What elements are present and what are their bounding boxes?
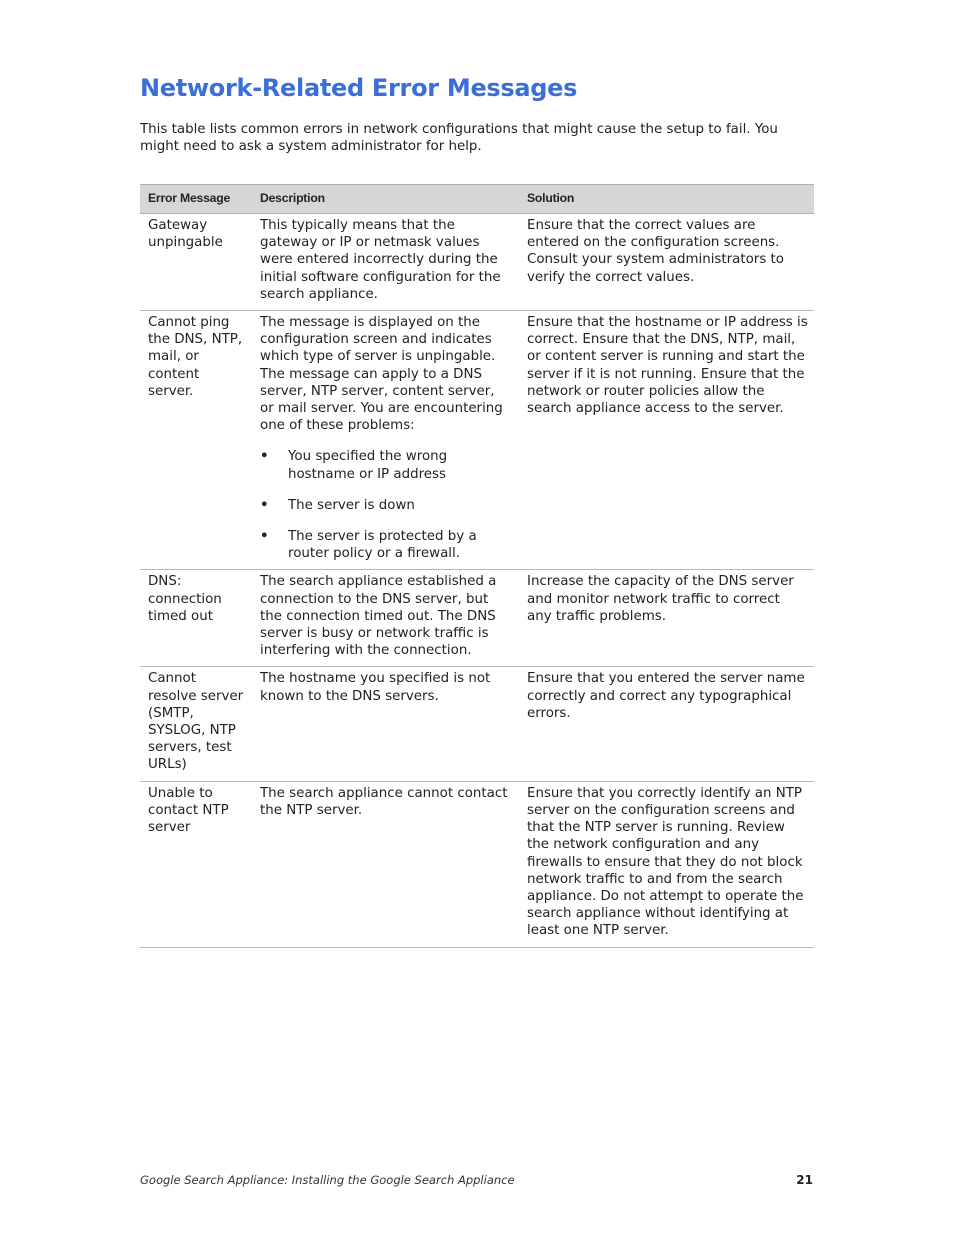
table-row bbox=[140, 214, 814, 311]
cell-error-message: DNS: connection timed out bbox=[140, 570, 252, 667]
problem-list bbox=[260, 448, 511, 562]
cell-error-message: Cannot ping the DNS, NTP, mail, or content server. bbox=[140, 311, 252, 570]
cell-error-message: Unable to contact NTP server bbox=[140, 781, 252, 947]
cell-solution: Ensure that you entered the server name correctly and correct any typographical errors. bbox=[519, 667, 814, 781]
list-item-text: The server is down bbox=[288, 497, 415, 513]
table-row bbox=[140, 311, 814, 570]
table-row bbox=[140, 570, 814, 667]
header-description: Description bbox=[252, 185, 519, 214]
list-item bbox=[260, 528, 511, 562]
description-text: The search appliance cannot contact the NTP server. bbox=[260, 785, 508, 818]
cell-description bbox=[252, 781, 519, 947]
description-text: The message is displayed on the configuration screen and indicates which type of server is unpingable. The message can apply to a DNS server, NTP server, content server, or mail server. You are encountering one of these problems: bbox=[260, 315, 503, 434]
header-solution: Solution bbox=[519, 185, 814, 214]
description-text: The search appliance established a connection to the DNS server, but the connection timed out. The DNS server is busy or network traffic is interfering with the connection. bbox=[260, 574, 497, 659]
cell-solution: Ensure that the hostname or IP address is correct. Ensure that the DNS, NTP, mail, or content server is running and start the server if it is not running. Ensure that the network or router policies allow the search appliance access to the server. bbox=[519, 311, 814, 570]
cell-description bbox=[252, 214, 519, 311]
cell-description bbox=[252, 311, 519, 570]
cell-solution: Ensure that the correct values are entered on the configuration screens. Consult your system administrators to verify the correct values. bbox=[519, 214, 814, 311]
list-item bbox=[260, 448, 511, 482]
bullet-icon: • bbox=[260, 497, 269, 513]
page-title: Network-Related Error Messages bbox=[140, 74, 578, 102]
bullet-icon: • bbox=[260, 529, 269, 545]
bullet-icon: • bbox=[260, 449, 269, 465]
table-row bbox=[140, 781, 814, 947]
cell-solution: Increase the capacity of the DNS server and monitor network traffic to correct any traffic problems. bbox=[519, 570, 814, 667]
table-header-row bbox=[140, 185, 814, 214]
cell-error-message: Gateway unpingable bbox=[140, 214, 252, 311]
description-text: This typically means that the gateway or IP or netmask values were entered incorrectly during the initial software configuration for the search appliance. bbox=[260, 218, 501, 302]
list-item-text: The server is protected by a router policy or a firewall. bbox=[288, 529, 477, 562]
cell-solution: Ensure that you correctly identify an NTP server on the configuration screens and that the NTP server is running. Review the network configuration and any firewalls to ensure that they do not block network traffic to and from the search appliance. Do not attempt to operate the search appliance without identifying at least one NTP server. bbox=[519, 781, 814, 947]
cell-error-message: Cannot resolve server (SMTP, SYSLOG, NTP servers, test URLs) bbox=[140, 667, 252, 781]
cell-description bbox=[252, 570, 519, 667]
description-text: The hostname you specified is not known to the DNS servers. bbox=[260, 671, 491, 704]
intro-paragraph: This table lists common errors in network configurations that might cause the setup to fail. You might need to ask a system administrator for help. bbox=[140, 122, 778, 155]
table-row bbox=[140, 667, 814, 781]
list-item bbox=[260, 497, 511, 514]
error-messages-table bbox=[140, 184, 814, 948]
footer-page-number: 21 bbox=[796, 1173, 813, 1187]
footer-document-title: Google Search Appliance: Installing the Google Search Appliance bbox=[140, 1173, 515, 1187]
list-item-text: You specified the wrong hostname or IP address bbox=[288, 449, 448, 482]
header-error-message: Error Message bbox=[140, 185, 252, 214]
cell-description bbox=[252, 667, 519, 781]
